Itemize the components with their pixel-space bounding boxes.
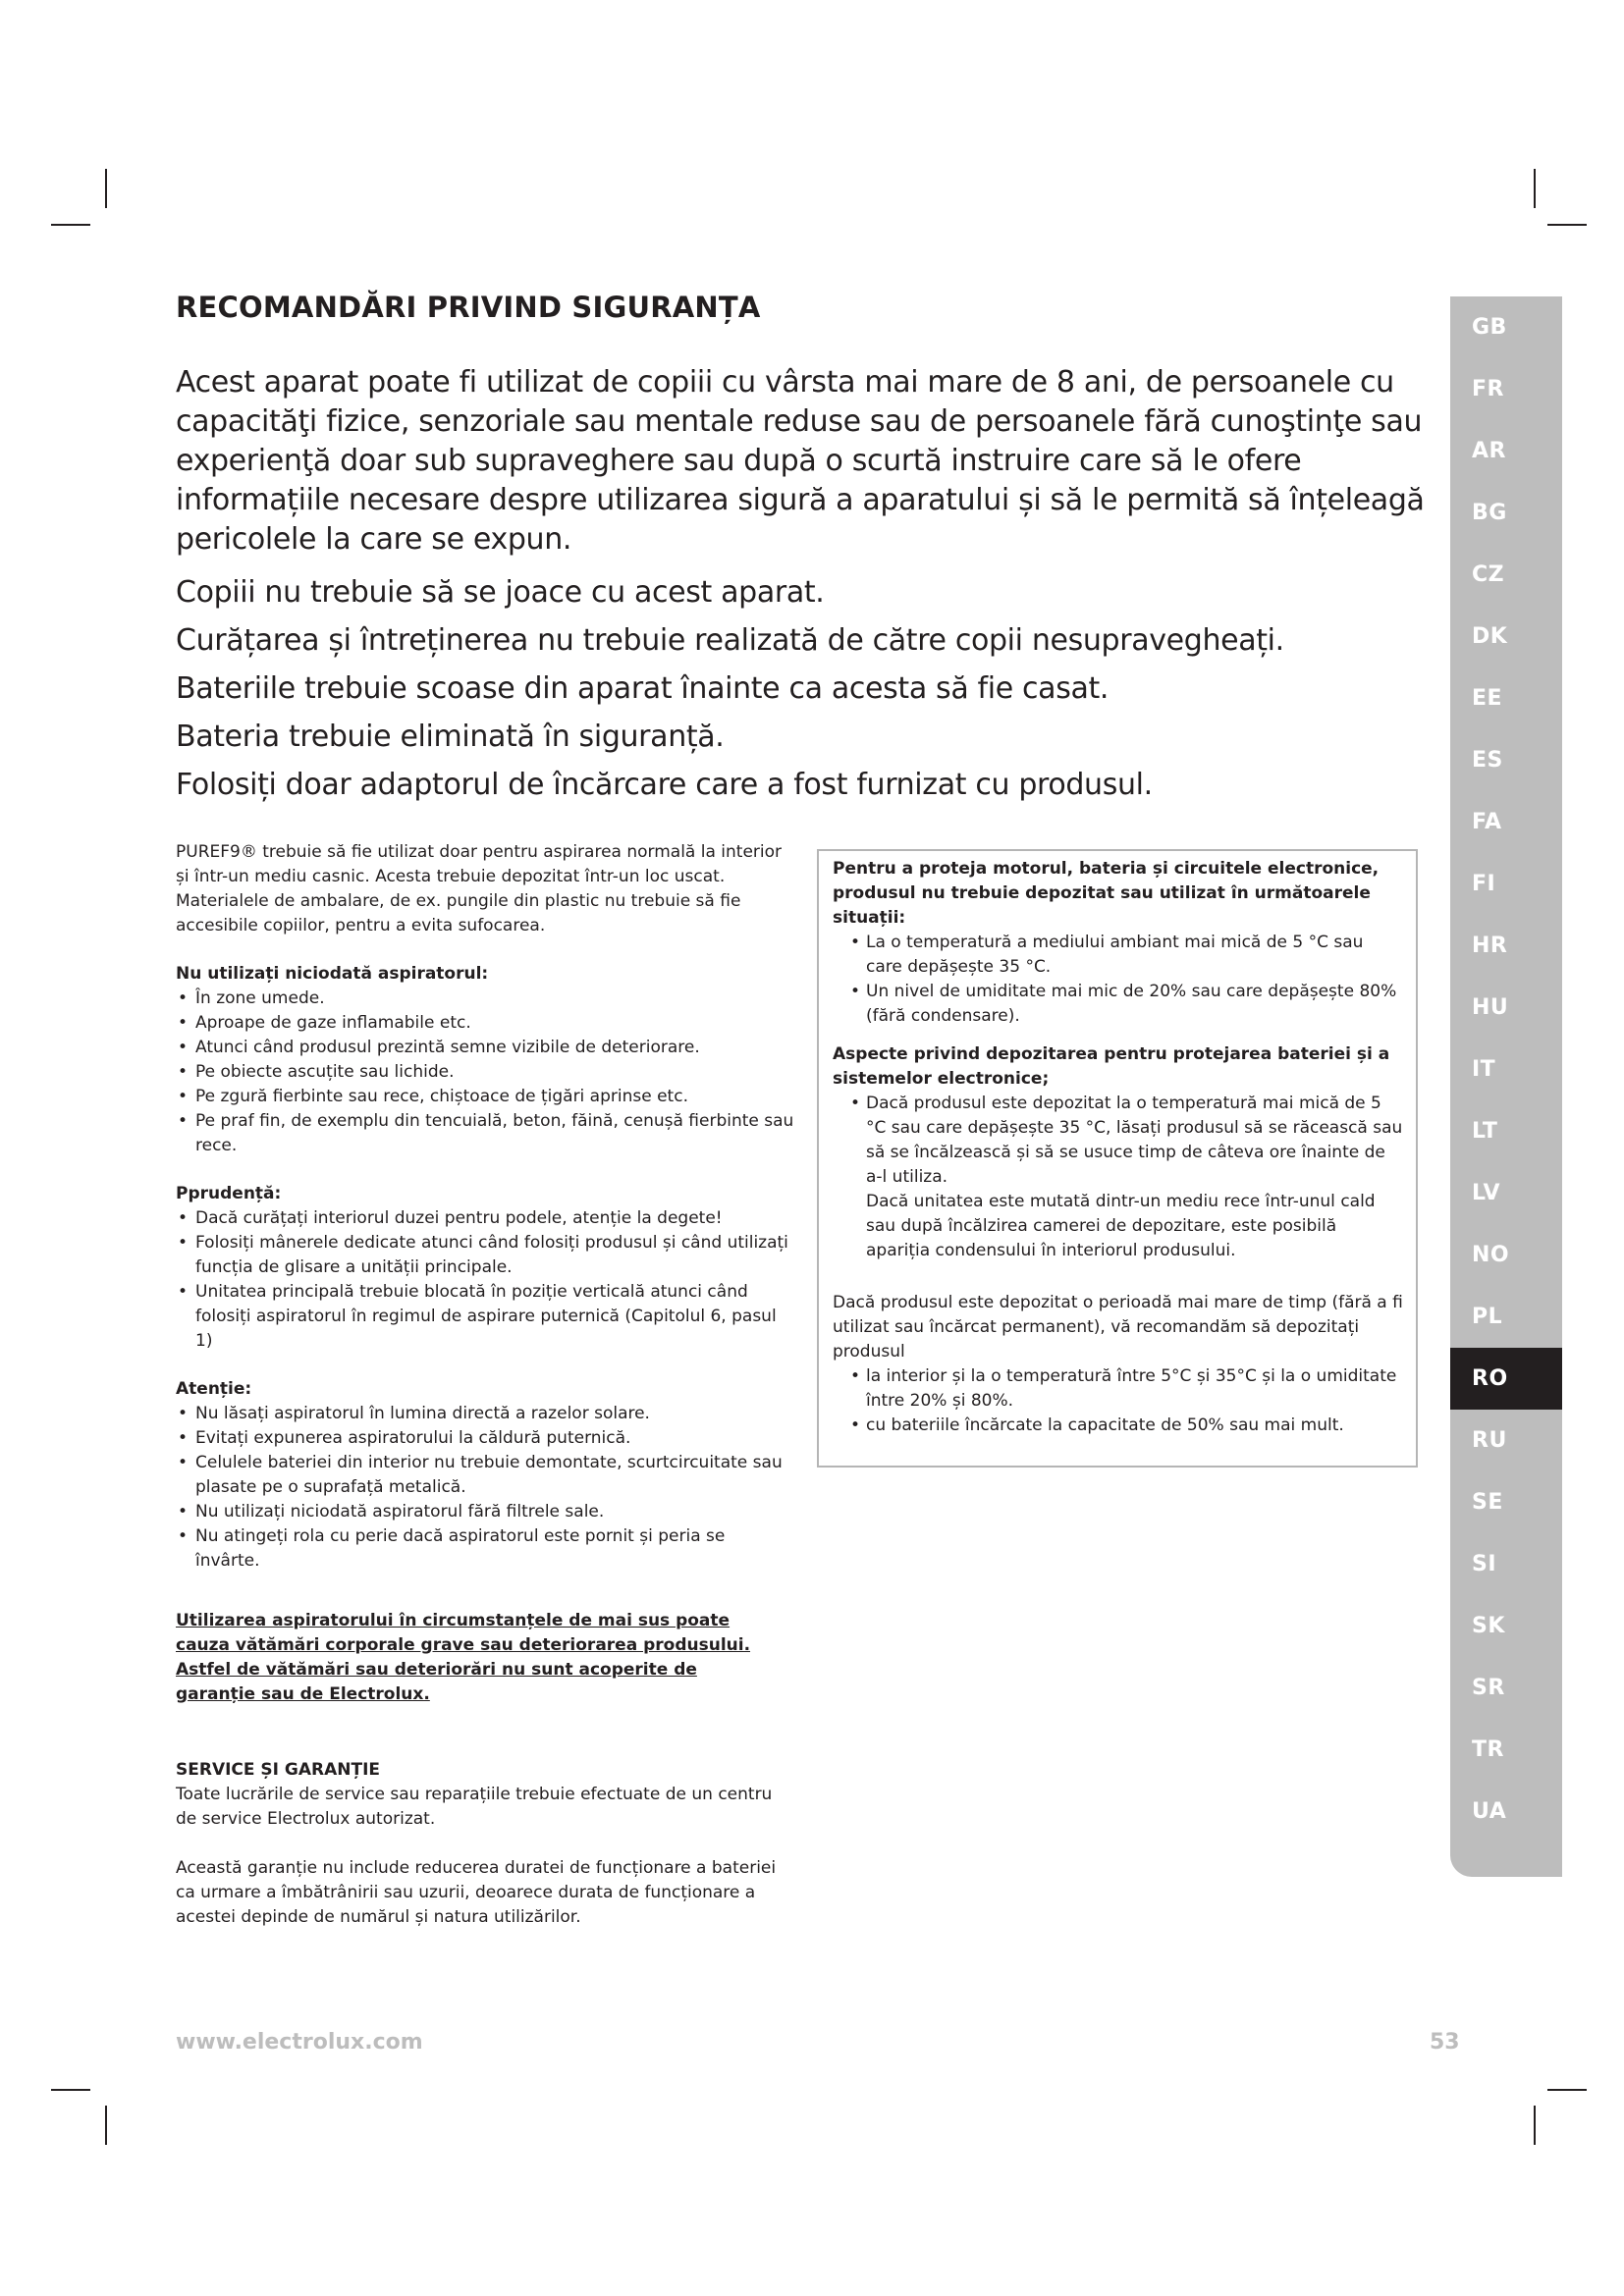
caution-heading: Pprudență:: [176, 1184, 282, 1203]
crop-mark: [1547, 224, 1587, 226]
crop-mark: [105, 2106, 107, 2145]
tab-cz[interactable]: CZ: [1472, 562, 1505, 587]
list-item: • Pe praf fin, de exemplu din tencuială, beton, făină, cenușă fierbinte sau rece.: [176, 1109, 794, 1158]
tab-fr[interactable]: FR: [1472, 377, 1504, 401]
intro-block: [176, 363, 1442, 814]
intro-paragraph: Bateriile trebuie scoase din aparat înainte ca acesta să fie casat.: [176, 671, 1110, 706]
attention-heading: Atenție:: [176, 1379, 252, 1399]
tab-fi[interactable]: FI: [1472, 872, 1496, 896]
long-term-storage-section: [833, 1291, 1404, 1438]
tab-se[interactable]: SE: [1472, 1490, 1503, 1515]
list-item: • În zone umede.: [176, 987, 794, 1011]
list-item: • Folosiți mânerele dedicate atunci când folosiți produsul și când utilizați funcția de glisare a unității principale.: [176, 1231, 794, 1280]
storage-box: [817, 849, 1418, 1468]
list-item: • Dacă produsul este depozitat la o temperatură mai mică de 5 °C sau care depășește 35 °C, lăsați produsul să se răcească sau să se încălzească și să se usuce timp de câteva ore înainte de a-l utiliza.: [833, 1092, 1404, 1190]
tab-ar[interactable]: AR: [1472, 439, 1506, 463]
caution-section: [176, 1182, 794, 1354]
list-item: • Nu atingeți rola cu perie dacă aspiratorul este pornit și peria se învârte.: [176, 1524, 794, 1574]
intro-paragraph: Copiii nu trebuie să se joace cu acest aparat.: [176, 575, 825, 610]
intro-paragraph: Acest aparat poate fi utilizat de copiii cu vârsta mai mare de 8 ani, de persoanele cu capacităţi fizice, senzoriale sau mentale reduse sau de persoanele fără cunoştinţe sau experienţă doar sub supraveghere sau după o scurtă instruire care să le ofere informațiile necesare despre utilizarea sigură a aparatului și să le permită să înțeleagă pericolele la care se expun.: [176, 365, 1425, 557]
tab-it[interactable]: IT: [1472, 1057, 1496, 1082]
tab-ee[interactable]: EE: [1472, 686, 1503, 711]
list-item: • Nu utilizați niciodată aspiratorul fără filtrele sale.: [176, 1500, 794, 1524]
language-tabs: [1450, 296, 1562, 1877]
list-item: • La o temperatură a mediului ambiant mai mică de 5 °C sau care depășește 35 °C.: [833, 931, 1404, 980]
list-item: • Aproape de gaze inflamabile etc.: [176, 1011, 794, 1036]
tab-gb[interactable]: GB: [1472, 315, 1507, 340]
list-item: • Un nivel de umiditate mai mic de 20% sau care depășește 80% (fără condensare).: [833, 980, 1404, 1029]
tab-no[interactable]: NO: [1472, 1243, 1510, 1267]
tab-dk[interactable]: DK: [1472, 624, 1508, 649]
crop-mark: [1534, 2106, 1536, 2145]
list-item: • Nu lăsați aspiratorul în lumina directă a razelor solare.: [176, 1402, 794, 1426]
list-item: • Atunci când produsul prezintă semne vizibile de deteriorare.: [176, 1036, 794, 1060]
intro-paragraph: Folosiți doar adaptorul de încărcare care a fost furnizat cu produsul.: [176, 768, 1153, 802]
long-term-storage-list: [833, 1364, 1404, 1438]
service-paragraph: Această garanție nu include reducerea duratei de funcționare a bateriei ca urmare a îmbătrânirii sau uzurii, deoarece durata de funcționare a acestei depinde de numărul și natura utilizărilor.: [176, 1858, 777, 1927]
usage-paragraph: PUREF9® trebuie să fie utilizat doar pentru aspirarea normală la interior și într-un mediu casnic. Acesta trebuie depozitat într-un loc uscat. Materialele de ambalare, de ex. pungile din plastic nu trebuie să fie accesibile copiilor, pentru a evita sufocarea.: [176, 842, 783, 935]
intro-paragraph: Bateria trebuie eliminată în siguranță.: [176, 720, 725, 754]
tab-si[interactable]: SI: [1472, 1552, 1497, 1576]
list-item: • Evitați expunerea aspiratorului la căldură puternică.: [176, 1426, 794, 1451]
list-item: • Dacă curățați interiorul duzei pentru podele, atenție la degete!: [176, 1206, 794, 1231]
list-item: • Pe obiecte ascuțite sau lichide.: [176, 1060, 794, 1085]
tab-sk[interactable]: SK: [1472, 1614, 1505, 1638]
long-term-storage-paragraph: Dacă produsul este depozitat o perioadă mai mare de timp (fără a fi utilizat sau încărcat permanent), vă recomandăm să depozitați produsul: [833, 1293, 1403, 1362]
tab-sr[interactable]: SR: [1472, 1676, 1505, 1700]
battery-storage-heading: Aspecte privind depozitarea pentru protejarea bateriei și a sistemelor electronice;: [833, 1044, 1390, 1089]
list-item: • Pe zgură fierbinte sau rece, chiștoace de țigări aprinse etc.: [176, 1085, 794, 1109]
caution-list: [176, 1206, 794, 1354]
attention-list: [176, 1402, 794, 1574]
crop-mark: [1534, 169, 1536, 208]
service-paragraph: Toate lucrările de service sau reparațiile trebuie efectuate de un centru de service Electrolux autorizat.: [176, 1785, 773, 1829]
list-item: • cu bateriile încărcate la capacitate de 50% sau mai mult.: [833, 1414, 1404, 1438]
storage-conditions-list: [833, 931, 1404, 1029]
battery-storage-list: [833, 1092, 1404, 1190]
left-column: [176, 840, 794, 1930]
list-item: • Celulele bateriei din interior nu trebuie demontate, scurtcircuitate sau plasate pe o suprafață metalică.: [176, 1451, 794, 1500]
battery-storage-section: [833, 1042, 1404, 1263]
crop-mark: [105, 169, 107, 208]
attention-section: [176, 1377, 794, 1574]
never-use-heading: Nu utilizați niciodată aspiratorul:: [176, 964, 489, 984]
tab-pl[interactable]: PL: [1472, 1305, 1503, 1329]
tab-hu[interactable]: HU: [1472, 995, 1509, 1020]
tab-fa[interactable]: FA: [1472, 810, 1502, 834]
warranty-warning: Utilizarea aspiratorului în circumstanțele de mai sus poate cauza vătămări corporale grave sau deteriorarea produsului. Astfel de vătămări sau deteriorări nu sunt acoperite de garanție sau de Electrolux.: [176, 1611, 751, 1704]
tab-ru[interactable]: RU: [1472, 1428, 1507, 1453]
service-heading: SERVICE ȘI GARANȚIE: [176, 1760, 381, 1780]
tab-tr[interactable]: TR: [1472, 1737, 1504, 1762]
footer-url[interactable]: www.electrolux.com: [176, 2030, 423, 2055]
never-use-section: [176, 962, 794, 1158]
service-section: [176, 1758, 794, 1930]
crop-mark: [51, 2089, 90, 2091]
crop-mark: [1547, 2089, 1587, 2091]
tab-ua[interactable]: UA: [1472, 1799, 1507, 1824]
never-use-list: [176, 987, 794, 1158]
page-title: RECOMANDĂRI PRIVIND SIGURANȚA: [176, 291, 761, 324]
storage-heading: Pentru a proteja motorul, bateria și circuitele electronice, produsul nu trebuie depozitat sau utilizat în următoarele situații:: [833, 859, 1380, 928]
condensation-note: Dacă unitatea este mutată dintr-un mediu rece într-unul cald sau după încălzirea camerei de depozitare, este posibilă apariția condensului în interiorul produsului.: [866, 1192, 1376, 1260]
tab-lv[interactable]: LV: [1472, 1181, 1501, 1205]
list-item: • Unitatea principală trebuie blocată în poziție verticală atunci când folosiți aspiratorul în regimul de aspirare puternică (Capitolul 6, pasul 1): [176, 1280, 794, 1354]
tab-lt[interactable]: LT: [1472, 1119, 1498, 1144]
tab-bg[interactable]: BG: [1472, 501, 1507, 525]
crop-mark: [51, 224, 90, 226]
tab-ro[interactable]: RO: [1450, 1348, 1562, 1410]
page-number: 53: [1430, 2030, 1460, 2055]
tab-hr[interactable]: HR: [1472, 934, 1508, 958]
intro-paragraph: Curățarea și întreținerea nu trebuie realizată de către copii nesupravegheați.: [176, 623, 1284, 658]
tab-es[interactable]: ES: [1472, 748, 1503, 773]
list-item: • la interior și la o temperatură între 5°C și 35°C și la o umiditate între 20% și 80%.: [833, 1364, 1404, 1414]
